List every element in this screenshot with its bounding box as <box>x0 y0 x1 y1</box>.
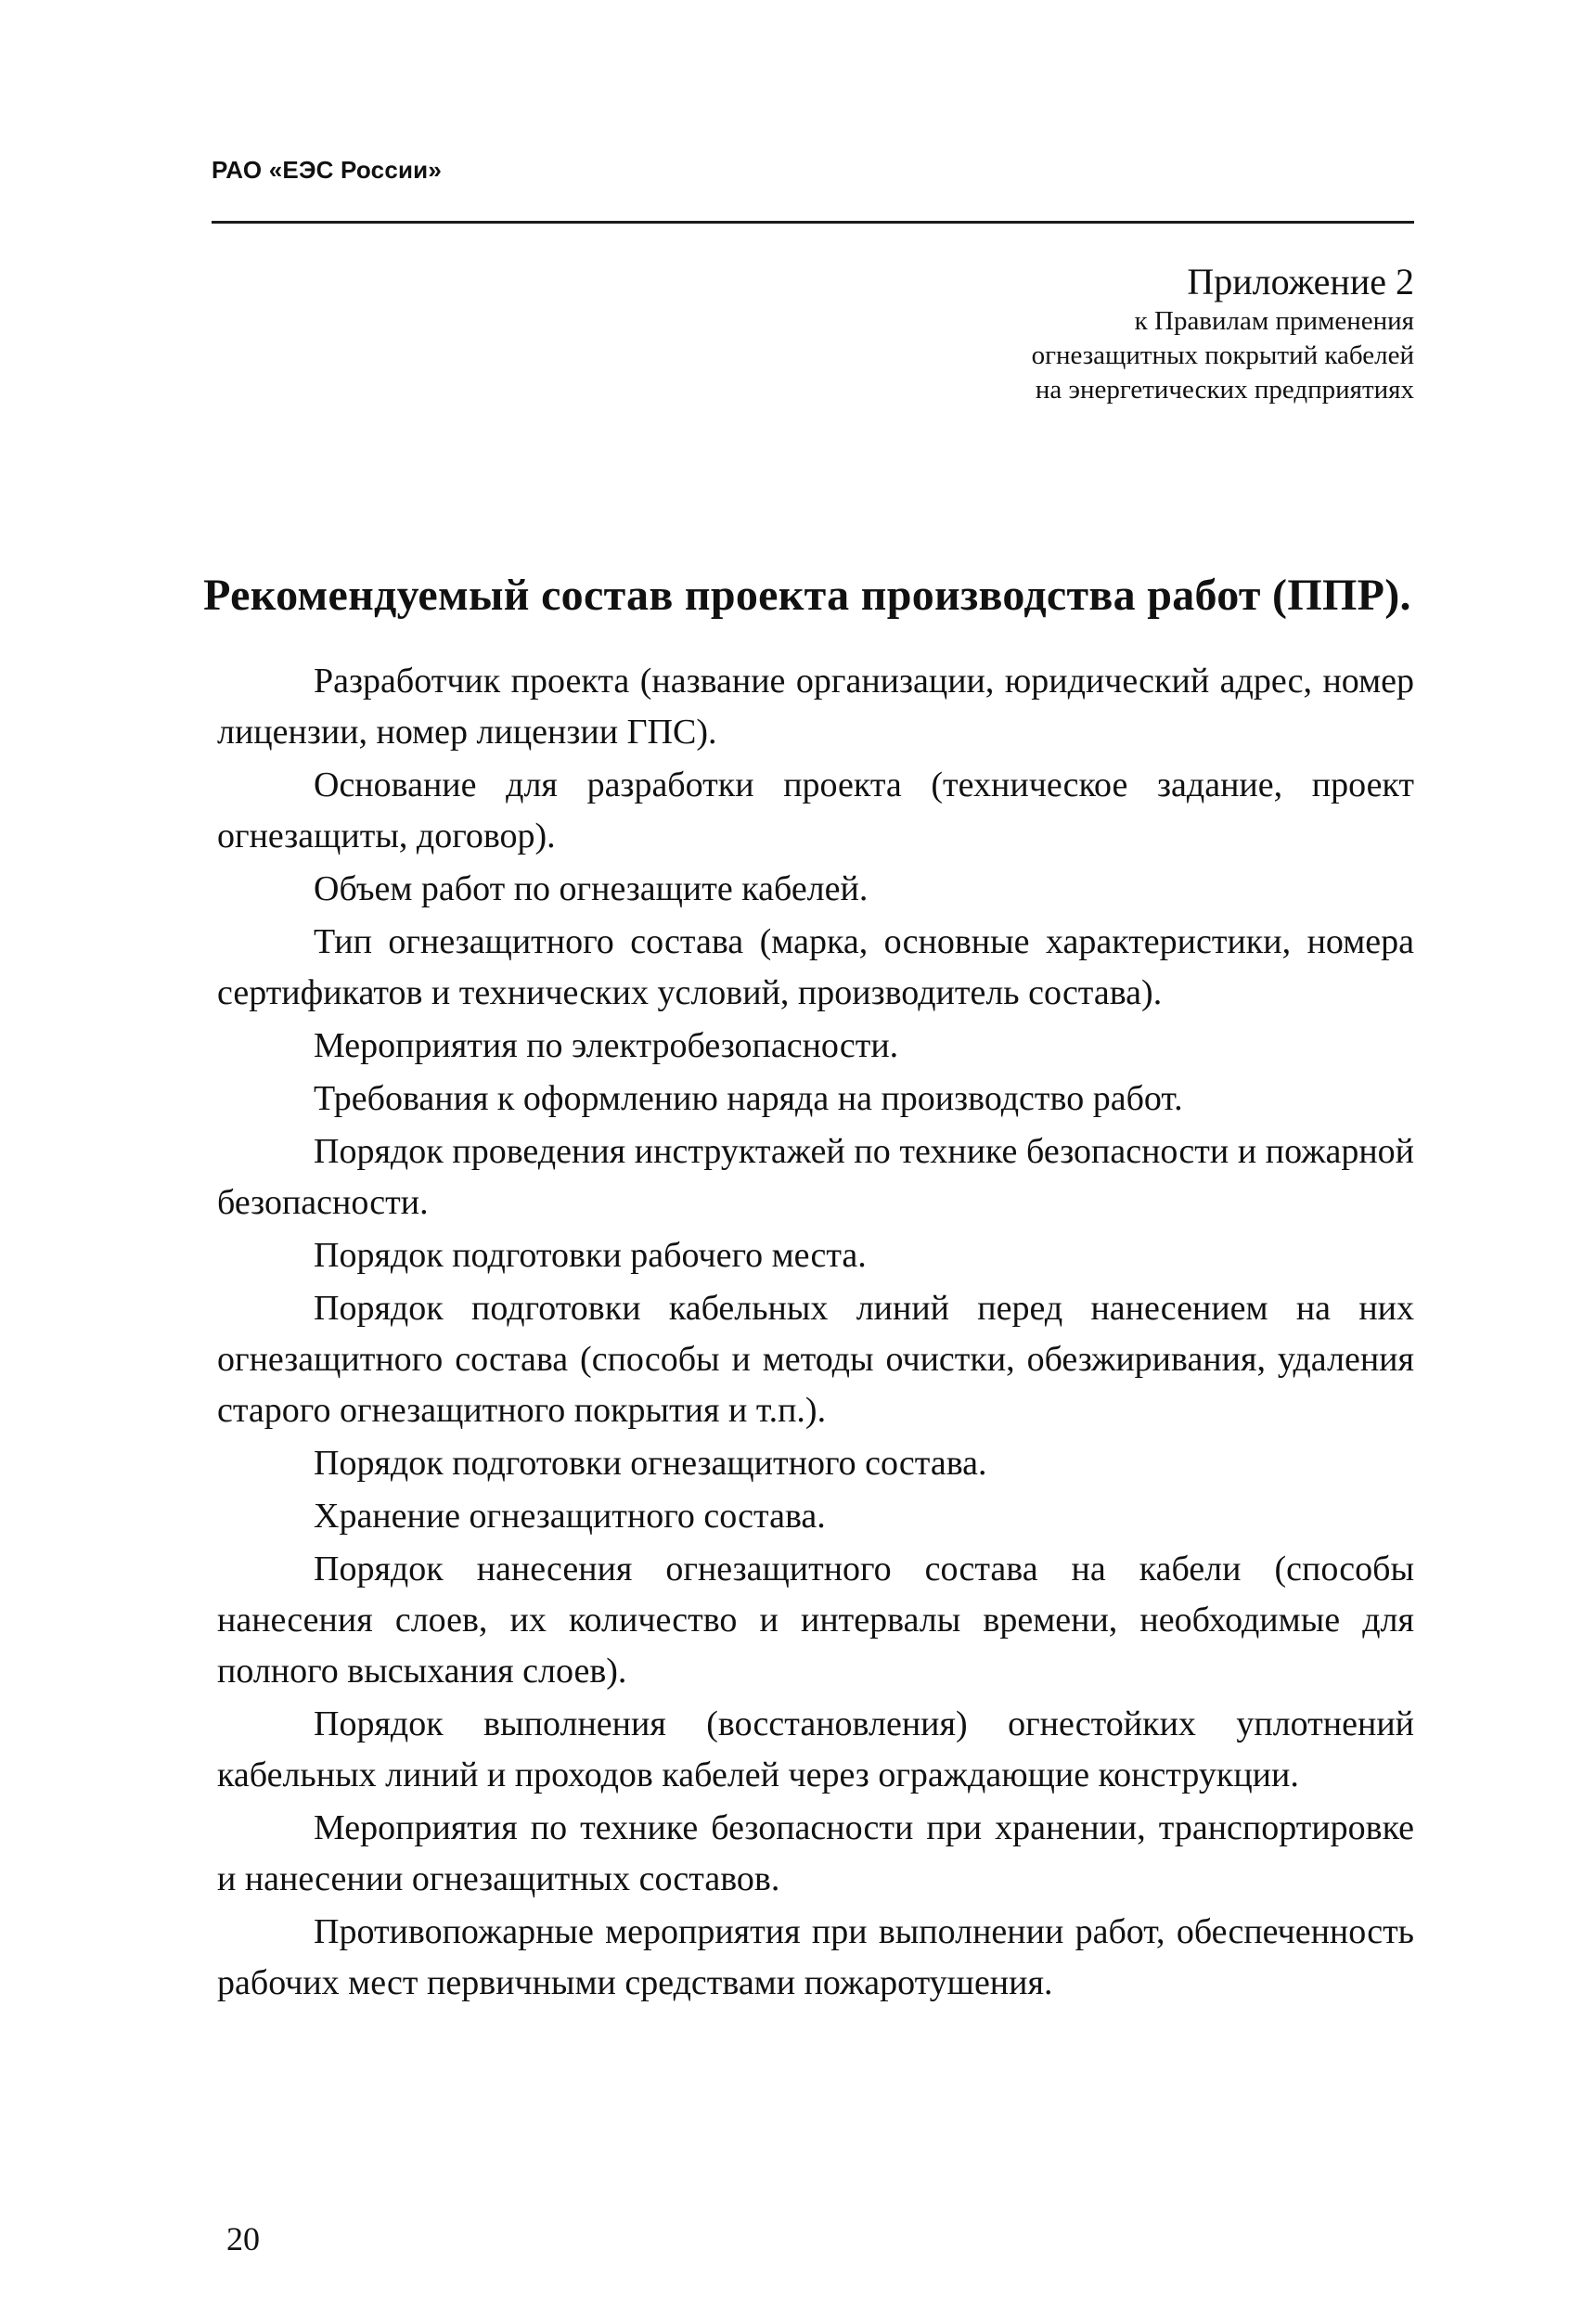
paragraph: Порядок подготовки рабочего места. <box>314 1236 867 1275</box>
appendix-block <box>1032 260 1414 407</box>
appendix-title: Приложение 2 <box>1187 261 1414 302</box>
paragraph-list <box>217 656 1414 2011</box>
header-divider <box>212 221 1414 224</box>
paragraph: Тип огнезащитного состава (марка, основные характеристики, номера сертификатов и технических условий, производитель состава). <box>217 922 1414 1012</box>
appendix-line: к Правилам применения <box>1134 306 1414 336</box>
page-number: 20 <box>226 2220 260 2257</box>
appendix-line: огнезащитных покрытий кабелей <box>1031 341 1414 370</box>
paragraph: Объем работ по огнезащите кабелей. <box>314 869 869 908</box>
header-organization: РАО «ЕЭС России» <box>212 156 443 184</box>
paragraph: Разработчик проекта (название организации, юридический адрес, номер лицензии, номер лицензии ГПС). <box>217 662 1414 752</box>
paragraph: Порядок подготовки кабельных линий перед нанесением на них огнезащитного состава (способы и методы очистки, обезжиривания, удаления старого огнезащитного покрытия и т.п.). <box>217 1289 1414 1430</box>
paragraph: Мероприятия по технике безопасности при хранении, транспортировке и нанесении огнезащитных составов. <box>217 1808 1414 1898</box>
paragraph: Требования к оформлению наряда на производство работ. <box>314 1079 1183 1118</box>
paragraph: Порядок нанесения огнезащитного состава на кабели (способы нанесения слоев, их количество и интервалы времени, необходимые для полного высыхания слоев). <box>217 1550 1414 1691</box>
paragraph: Основание для разработки проекта (техническое задание, проект огнезащиты, договор). <box>217 765 1414 855</box>
document-title: Рекомендуемый состав проекта производства работ (ППР). <box>203 571 1411 620</box>
paragraph: Порядок выполнения (восстановления) огнестойких уплотнений кабельных линий и проходов кабелей через ограждающие конструкции. <box>217 1704 1414 1794</box>
paragraph: Порядок проведения инструктажей по технике безопасности и пожарной безопасности. <box>217 1132 1414 1222</box>
appendix-line: на энергетических предприятиях <box>1035 375 1414 405</box>
paragraph: Мероприятия по электробезопасности. <box>314 1026 899 1065</box>
paragraph: Порядок подготовки огнезащитного состава. <box>314 1444 987 1483</box>
paragraph: Противопожарные мероприятия при выполнении работ, обеспеченность рабочих мест первичными средствами пожаротушения. <box>217 1912 1414 2002</box>
paragraph: Хранение огнезащитного состава. <box>314 1497 826 1536</box>
